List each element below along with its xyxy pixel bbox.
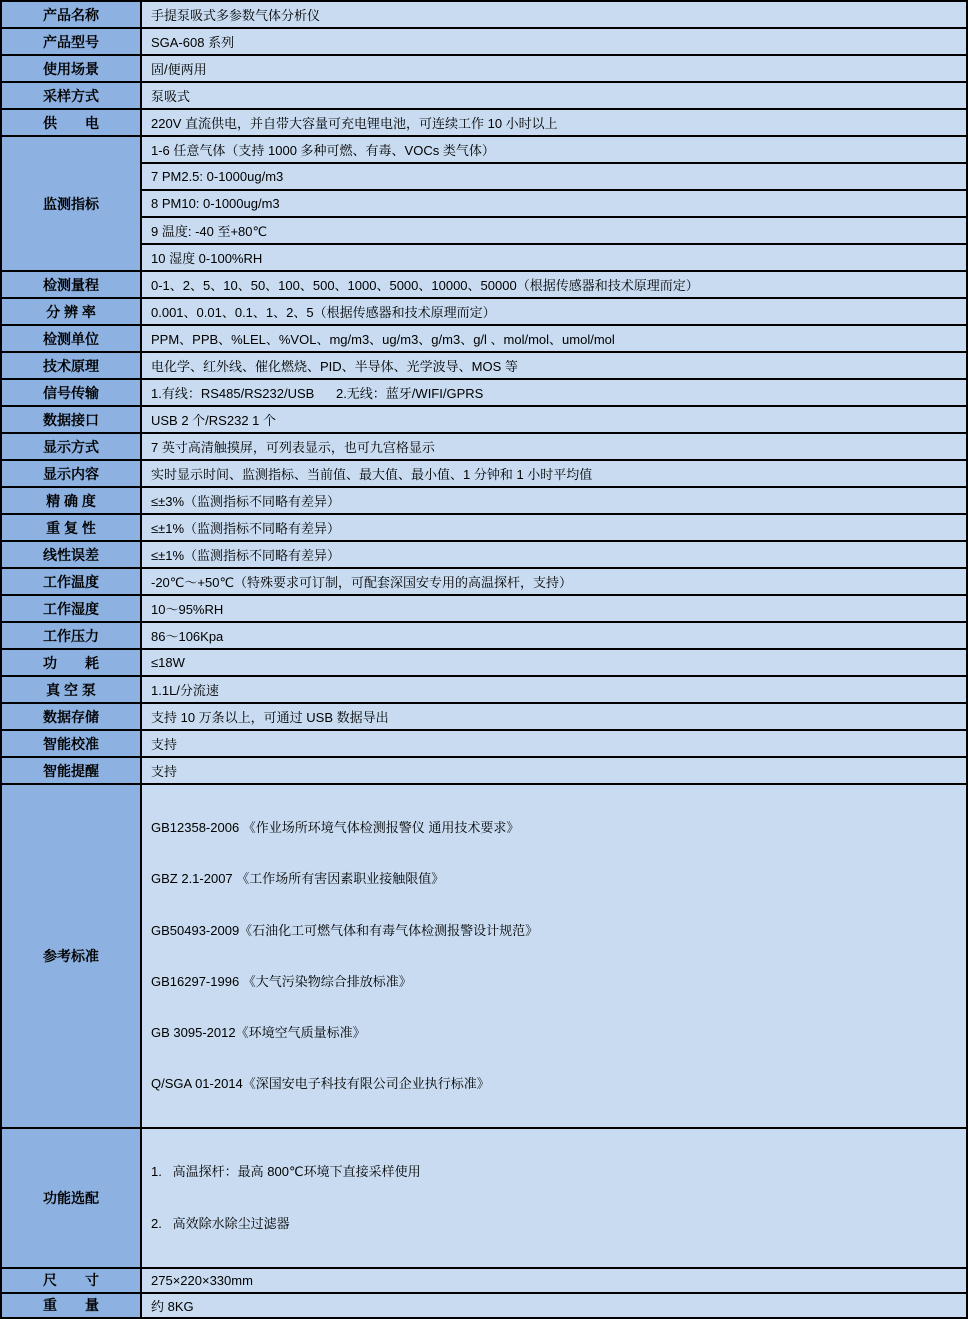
row-value: 支持: [141, 730, 967, 757]
row-label: 技术原理: [1, 352, 141, 379]
row-display-mode: [1, 433, 967, 460]
row-label: 智能校准: [1, 730, 141, 757]
row-label: 监测指标: [1, 136, 141, 271]
row-value: 电化学、红外线、催化燃烧、PID、半导体、光学波导、MOS 等: [141, 352, 967, 379]
standard-line: GB 3095-2012《环境空气质量标准》: [151, 1025, 366, 1041]
row-working-humidity: [1, 595, 967, 622]
row-value-sub: 8 PM10: 0-1000ug/m3: [141, 190, 967, 217]
row-label: 重 量: [1, 1293, 141, 1318]
row-smart-reminder: [1, 757, 967, 784]
row-value: 0-1、2、5、10、50、100、500、1000、5000、10000、50000（根据传感器和技术原理而定）: [141, 271, 967, 298]
row-value: 手提泵吸式多参数气体分析仪: [141, 1, 967, 28]
row-signal-transmission: [1, 379, 967, 406]
row-label: 线性误差: [1, 541, 141, 568]
row-value: 泵吸式: [141, 82, 967, 109]
row-monitoring-indicators-sub: [1, 190, 967, 217]
row-resolution: [1, 298, 967, 325]
standard-line: GB50493-2009《石油化工可燃气体和有毒气体检测报警设计规范》: [151, 922, 539, 938]
row-smart-calibration: [1, 730, 967, 757]
row-value: USB 2 个/RS232 1 个: [141, 406, 967, 433]
standard-line: GB12358-2006 《作业场所环境气体检测报警仪 通用技术要求》: [151, 820, 520, 835]
row-value: 约 8KG: [141, 1293, 967, 1318]
row-monitoring-indicators-sub: [1, 163, 967, 190]
row-label: 功能选配: [1, 1128, 141, 1268]
row-label: 显示方式: [1, 433, 141, 460]
row-sampling-method: [1, 82, 967, 109]
row-value: 固/便两用: [141, 55, 967, 82]
row-power-consumption: [1, 649, 967, 676]
row-display-content: [1, 460, 967, 487]
row-technical-principle: [1, 352, 967, 379]
row-value: ≤±1%（监测指标不同略有差异）: [141, 541, 967, 568]
row-detection-range: [1, 271, 967, 298]
row-weight: [1, 1293, 967, 1318]
row-label: 数据接口: [1, 406, 141, 433]
row-label: 检测量程: [1, 271, 141, 298]
row-value: 实时显示时间、监测指标、当前值、最大值、最小值、1 分钟和 1 小时平均值: [141, 460, 967, 487]
row-label: 精 确 度: [1, 487, 141, 514]
row-label: 重 复 性: [1, 514, 141, 541]
row-detection-units: [1, 325, 967, 352]
row-value: SGA-608 系列: [141, 28, 967, 55]
row-label: 采样方式: [1, 82, 141, 109]
row-value: -20℃～+50℃（特殊要求可订制，可配套深国安专用的高温探杆，支持）: [141, 568, 967, 595]
row-value: 1.有线：RS485/RS232/USB 2.无线：蓝牙/WIFI/GPRS: [141, 379, 967, 406]
row-value-sub: 10 湿度 0-100%RH: [141, 244, 967, 271]
row-label: 供 电: [1, 109, 141, 136]
row-optional-features: [1, 1128, 967, 1268]
standard-line: Q/SGA 01-2014《深国安电子科技有限公司企业执行标准》: [151, 1076, 490, 1092]
row-monitoring-indicators-sub: [1, 217, 967, 244]
row-value-sub: 7 PM2.5: 0-1000ug/m3: [141, 163, 967, 190]
row-data-interface: [1, 406, 967, 433]
row-vacuum-pump: [1, 676, 967, 703]
row-monitoring-indicators-sub: [1, 244, 967, 271]
row-working-temperature: [1, 568, 967, 595]
row-value: 10～95%RH: [141, 595, 967, 622]
row-power-supply: [1, 109, 967, 136]
row-label: 智能提醒: [1, 757, 141, 784]
row-repeatability: [1, 514, 967, 541]
row-value: 7 英寸高清触摸屏，可列表显示，也可九宫格显示: [141, 433, 967, 460]
row-value: [141, 1128, 967, 1268]
row-label: 产品名称: [1, 1, 141, 28]
row-product-name: [1, 1, 967, 28]
row-value: 275×220×330mm: [141, 1268, 967, 1293]
row-product-model: [1, 28, 967, 55]
row-monitoring-indicators: [1, 136, 967, 163]
row-value: ≤±1%（监测指标不同略有差异）: [141, 514, 967, 541]
row-value: [141, 784, 967, 1128]
row-value: PPM、PPB、%LEL、%VOL、mg/m3、ug/m3、g/m3、g/l 、mol/mol、umol/mol: [141, 325, 967, 352]
row-value: 220V 直流供电，并自带大容量可充电锂电池，可连续工作 10 小时以上: [141, 109, 967, 136]
row-value: 支持: [141, 757, 967, 784]
row-label: 信号传输: [1, 379, 141, 406]
row-label: 数据存储: [1, 703, 141, 730]
row-label: 显示内容: [1, 460, 141, 487]
row-dimensions: [1, 1268, 967, 1293]
row-value: ≤18W: [141, 649, 967, 676]
row-value: 支持 10 万条以上，可通过 USB 数据导出: [141, 703, 967, 730]
row-accuracy: [1, 487, 967, 514]
option-line: 2. 高效除水除尘过滤器: [151, 1215, 290, 1231]
row-value-sub: 1-6 任意气体（支持 1000 多种可燃、有毒、VOCs 类气体）: [141, 136, 967, 163]
row-label: 分 辨 率: [1, 298, 141, 325]
row-label: 检测单位: [1, 325, 141, 352]
row-working-pressure: [1, 622, 967, 649]
row-label: 使用场景: [1, 55, 141, 82]
row-label: 工作压力: [1, 622, 141, 649]
row-label: 尺 寸: [1, 1268, 141, 1293]
row-label: 工作湿度: [1, 595, 141, 622]
standard-line: GBZ 2.1-2007 《工作场所有害因素职业接触限值》: [151, 871, 445, 887]
row-value: ≤±3%（监测指标不同略有差异）: [141, 487, 967, 514]
row-usage-scenario: [1, 55, 967, 82]
row-label: 工作温度: [1, 568, 141, 595]
row-label: 参考标准: [1, 784, 141, 1128]
row-label: 真 空 泵: [1, 676, 141, 703]
standard-line: GB16297-1996 《大气污染物综合排放标准》: [151, 973, 412, 989]
row-label: 功 耗: [1, 649, 141, 676]
row-value-sub: 9 温度: -40 至+80℃: [141, 217, 967, 244]
row-value: 86～106Kpa: [141, 622, 967, 649]
row-reference-standards: [1, 784, 967, 1128]
row-data-storage: [1, 703, 967, 730]
option-line: 1. 高温探杆：最高 800℃环境下直接采样使用: [151, 1163, 421, 1179]
row-label: 产品型号: [1, 28, 141, 55]
row-value: 1.1L/分流速: [141, 676, 967, 703]
row-value: 0.001、0.01、0.1、1、2、5（根据传感器和技术原理而定）: [141, 298, 967, 325]
row-linearity-error: [1, 541, 967, 568]
